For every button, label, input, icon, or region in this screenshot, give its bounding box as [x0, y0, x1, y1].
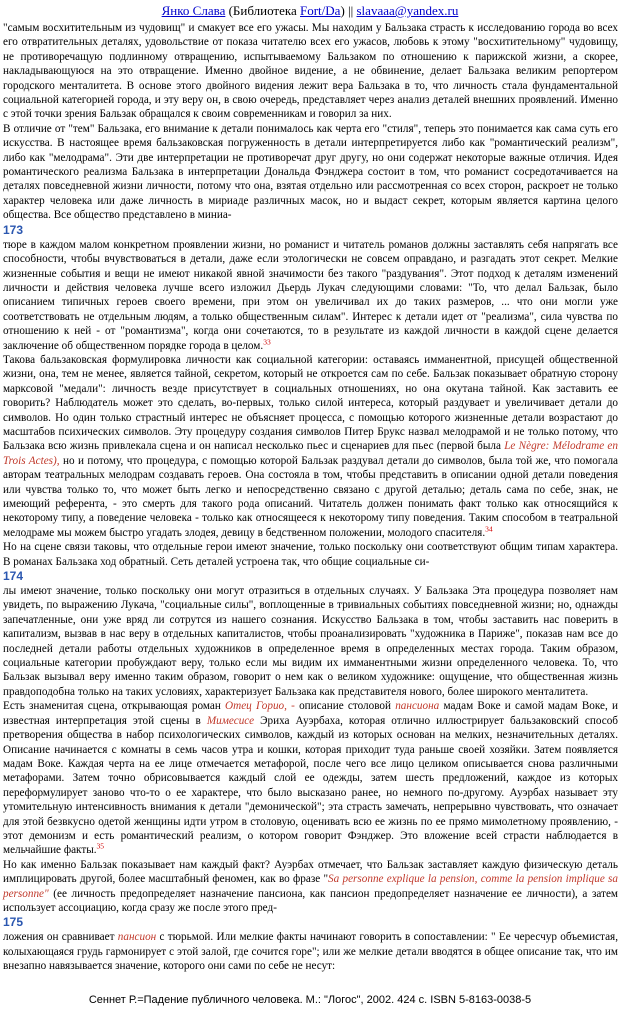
paragraph-8-text-b: (ее личность предопределяет назначение пансиона, как пансион предопределяет назначение ее личности), а затем использует ассоциацию, когда сразу же после этого пред- — [3, 887, 618, 914]
library-prefix: (Библиотека — [225, 3, 300, 18]
footnote-34[interactable]: 34 — [485, 524, 493, 534]
french-quote: Sa personne explique la pension, comme la pension implique sa personne" — [3, 873, 618, 900]
pension-term: пансиона — [395, 700, 440, 713]
paragraph-9 — [3, 930, 618, 973]
paragraph-8-text-a: Но как именно Бальзак показывает нам каждый факт? Ауэрбах отмечает, что Бальзак заставляет каждую физическую деталь имплицировать другой, более масштабный феномен, как во фразе " — [3, 858, 618, 886]
document-body — [3, 21, 618, 974]
paragraph-9-text-b: с тюрьмой. Или мелкие факты начинают говорить в сопоставлении: " Ее чересчур объемистая, колыхающаяся грудь гармонирует с этой залой, где сочится горе"; или же мелкие детали вводятся в общее описание так, что им внезапно навязывается значение, которого они сами по себе не несут: — [3, 931, 618, 973]
paragraph-3 — [3, 238, 618, 353]
page-number-174: 174 — [3, 569, 24, 584]
paragraph-7-text-c: мадам Воке и самой мадам Воке, и известная интерпретация этой сцены в — [3, 700, 618, 727]
email-link[interactable]: slavaaa@yandex.ru — [356, 3, 459, 18]
paragraph-7-text-b: описание столовой — [294, 700, 396, 713]
paragraph-7 — [3, 699, 618, 857]
author-link[interactable]: Янко Слава — [161, 3, 226, 18]
paragraph-7-text-a: Есть знаменитая сцена, открывающая роман — [3, 700, 226, 713]
page-footer — [0, 994, 620, 1007]
footnote-33[interactable]: 33 — [263, 336, 271, 346]
play-title: Le Nègre: Mélodrame en Trois Actes), — [3, 440, 618, 467]
pension-term-2: пансион — [117, 931, 157, 944]
library-link[interactable]: Fort/Da — [300, 3, 341, 18]
footnote-35[interactable]: 35 — [96, 841, 105, 851]
paragraph-4-text-a: Такова бальзаковская формулировка личности как социальной категории: оставаясь имманентной, присущей общественной жизни, она, тем не менее, является тайной, секретом, который не откроется сам по себе. Бальзак показывает обратную сторону марксовой "медали": личность везде присутствует в социальных отношениях, но она окутана тайной. Как заставить ее говорить? Наблюдатель может это сделать, во-первых, только силой интереса, который раздувает и увеличивает детали до символов. Но один только страстный интерес не объясняет процесса, с помощью которого жизненные детали возрастают до масштабов психических символов. Эту процедуру создания символов Питер Брукс назвал мелодрамой и не только потому, что Бальзака всю жизнь привлекала сцена и он написал несколько пьес и сценариев для пьес (первой была — [3, 353, 618, 453]
paragraph-8 — [3, 858, 618, 916]
paragraph-1: "самым восхитительным из чудовищ" и смакует все его ужасы. Мы находим у Бальзака страсть к исследованию города во всех его отвратительных деталях, удовольствие от показа читателю всех его ужасов, любовь к этому "восхитительному" чудовищу, не противоречащую подлинному отвращению, испытываемому Бальзаком по отношению к парижской жизни, а скорее, накладывающуюся на это отвращение. Именно двойное видение, а не обвинение, делает Бальзака великим репортером городского менталитета. В основе этого двойного видения лежит вера Бальзака в то, что личность стала фундаментальной социальной категорией города, и эту веру он, в свою очередь, представляет через анализ деталей внешних проявлений. Именно с этой точки зрения Бальзак обращался к своим современникам и говорил за них. — [3, 22, 618, 121]
paragraph-3-text: тюре в каждом малом конкретном проявлении жизни, но романист и читатель романов должны заставлять себя напрягать все способности, чтобы вчувствоваться в детали, даже если этологически не совсем оправдано, и разгадать этот секрет. Мелкие жизненные события и вещи не имеют никакой явной значимости без такого "раздувания". Этот подход к деталям изменений личности и действия человека лучше всего изложил Дьердь Лукач следующими словами: "То, что делал Бальзак, было описанием типичных героев своего времени, при этом он увеличивал их до таких размеров, ... что они могли уже соответствовать не отдельным людям, а только общественным силам". Интерес к детали идет от "реализма", сила чувства по отношению к ней - от "романтизма", когда они сочетаются, то в результате из каждой личности в каждой сцене делается заключение об общественном порядке города в целом. — [3, 238, 618, 352]
novel-title: Отец Горио, - — [225, 700, 295, 713]
paragraph-2: В отличие от "тем" Бальзака, его внимание к детали понималось как черта его "стиля", теперь это понимается как сама суть его искусства. В настоящее время бальзаковская погруженность в детали интерпретируется либо как "романтический реализм", либо как "мелодрама". Эти две интерпретации не противоречат друг другу, но они содержат некоторые важные отличия. Идея романтического реализма Бальзака в интерпретации Дональда Фэнджера состоит в том, что романист сосредотачивается на деталях повседневной жизни личности, потому что она, взятая отдельно или рассмотренная со всех сторон, раскроет не только характер человека или даже личность в мириаде различных масок, но и выдаст секрет, которым является картина целого общества. Все общество представлено в миниа- — [3, 122, 618, 222]
paragraph-7-text-d: Эриха Ауэрбаха, которая отлично иллюстрирует бальзаковский способ претворения общества в набор психологических символов, каждый из которых основан на мелких, незначительных деталях. Описание начинается с комнаты в семь часов утра и кошки, которая приходит туда раньше своей хозяйки. Затем появляется мадам Воке. Каждая черта на ее лице отмечается метафорой, после чего все лицо целиком описывается снова различными метафорами. Затем точно обрисовывается каждый слой ее одежды, затем шесть предложений, каждое из которых переформулирует заново что-то о ее характере, что было высказано ранее, но немного по-другому. Ауэрбах называет эту утомительную интенсивность внимания к детали "демонической"; эта страсть замечать, непрерывно чувствовать, что означает для этой безвкусно одетой женщины идти утром в столовую, оценивать всю ее жизнь по ее прямо мимолетному проявлению, - этот демонизм и есть романтический реализм, о котором говорит Фэнджер. Это вложение всей страсти наблюдается в мельчайшие факты. — [3, 714, 618, 857]
paragraph-9-text-a: ложения он сравнивает — [3, 931, 118, 944]
page-number-173: 173 — [3, 222, 24, 237]
page-number-175: 175 — [3, 915, 24, 930]
book-citation: Сеннет Р.=Падение публичного человека. М.: "Логос", 2002. 424 с. ISBN 5-8163-0038-5 — [88, 994, 532, 1006]
paragraph-4-text-b: но и потому, что процедура, с помощью которой Бальзак раздувал детали до символов, была той же, что помогала авторам театральных мелодрам создавать героев. Она состояла в том, чтобы представить в описании одной детали поведения или чувства только то, что может быть легко и непосредственно связано с другой деталью; деталь сама по себе, знак, не имеющий референта, - это смерть для такого рода описаний. Читатель должен понимать факт только как относящийся к некоторому типу, а поведение человека - только как относящееся к некоторому типу поведения. Таким способом в театральной мелодраме мы можем быстро угадать злодея, девицу в бедственном положении, молодого спасителя. — [3, 454, 618, 539]
page-header — [0, 3, 620, 18]
paragraph-4 — [3, 353, 618, 540]
mimesis-title: Мимесисе — [206, 714, 255, 727]
paragraph-5: Но на сцене связи таковы, что отдельные герои имеют значение, только поскольку они соответствуют общим типам характера. В романах Бальзака ход обратный. Сеть деталей устроена так, что общие социальные си- — [3, 541, 618, 568]
library-suffix: ) || — [340, 3, 357, 18]
paragraph-6: лы имеют значение, только поскольку они могут отразиться в отдельных случаях. У Бальзака Эта процедура позволяет нам увидеть, по выражению Лукача, "социальные силы", воплощенные в тривиальных событиях повседневной жизни; но, однажды запечатленные, они уже вряд ли сотрутся из нашего сознания. Искусство Бальзака в том, чтобы заставить нас поверить в капитализм, вызвав в нас веру в отдельных капиталистов, чтобы проанализировать "художника в Париже", показав нам все до последней детали работы отдельных художников в определенное время в определенных местах города. Таким образом, социальные категории пробуждают веру, только если мы видим их имманентными жизни определенного человека. То, что Бальзак вызывал веру именно таким образом, говорит о нем как о великом художнике: ощущение, что общественная жизнь правдоподобна только на таких условиях, характеризует Бальзака как представителя нового, более широкого менталитета. — [3, 585, 618, 698]
